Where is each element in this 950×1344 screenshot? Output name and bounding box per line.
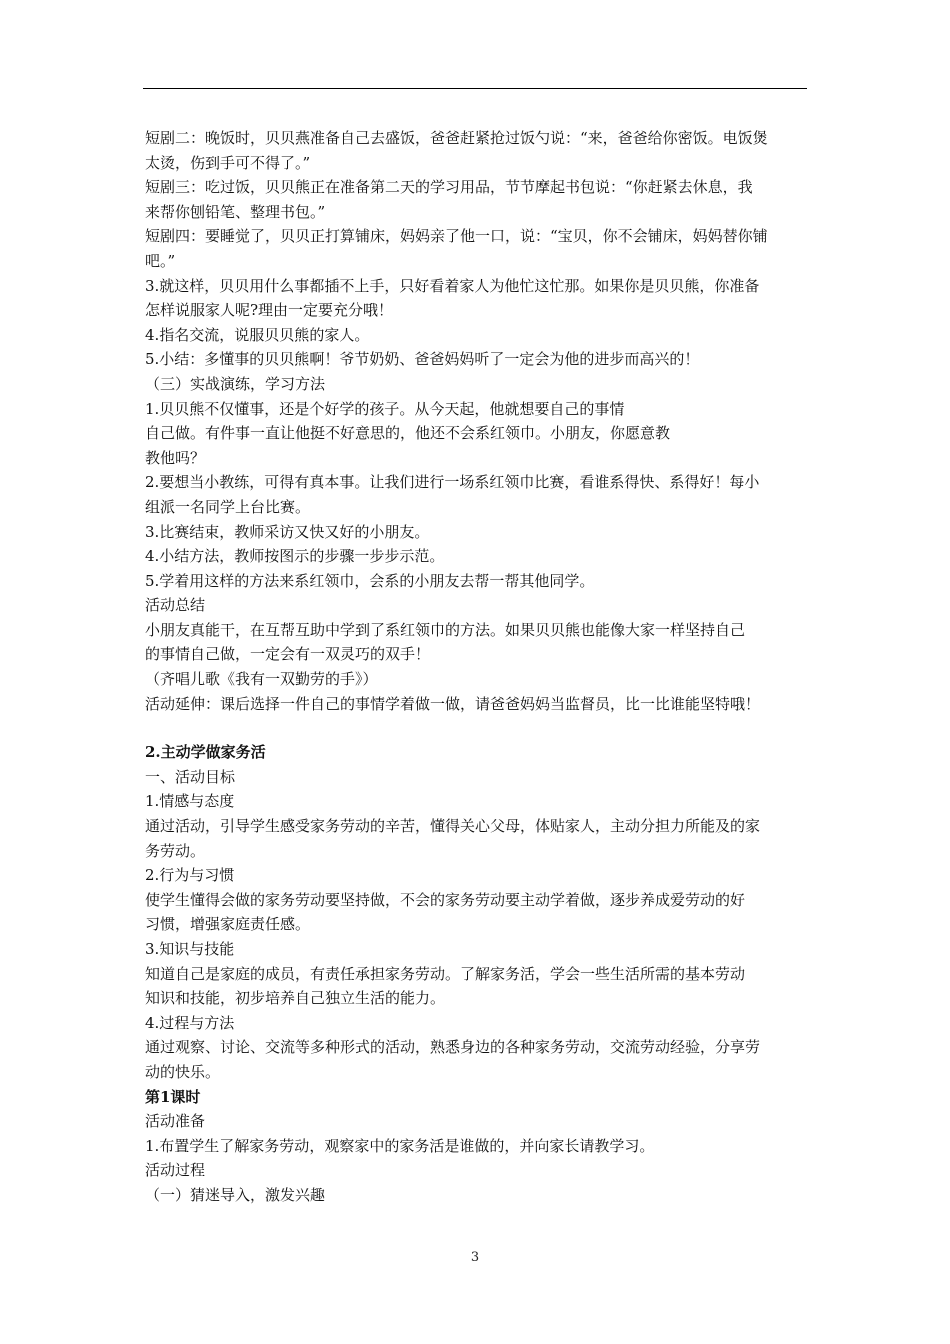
text-line: 活动过程 [145,1161,206,1180]
text-line: 知道自己是家庭的成员，有责任承担家务劳动。了解家务活，学会一些生活所需的基本劳动 [145,964,746,983]
text-line: 通过观察、讨论、交流等多种形式的活动，熟悉身边的各种家务劳动，交流劳动经验，分享劳 [145,1038,761,1057]
text-line: 通过活动，引导学生感受家务劳动的辛苦，懂得关心父母，体贴家人，主动分担力所能及的家 [145,817,761,836]
text-line: 务劳动。 [145,841,206,860]
text-line: 4.过程与方法 [145,1013,235,1032]
text-line: （齐唱儿歌《我有一双勤劳的手》） [145,670,378,689]
page-number: 3 [470,1250,480,1265]
text-line: 1.贝贝熊不仅懂事，还是个好学的孩子。从今天起，他就想要自己的事情 [145,399,625,418]
text-line: 的事情自己做，一定会有一双灵巧的双手！ [145,645,431,664]
text-line: 3.比赛结束，教师采访又快又好的小朋友。 [145,522,430,541]
text-line: 4.指名交流，说服贝贝熊的家人。 [145,325,370,344]
text-line: 组派一名同学上台比赛。 [145,497,311,516]
section-gap [145,716,810,740]
text-line: 活动总结 [145,596,206,615]
text-line: 来帮你刨铅笔、整理书包。” [145,202,326,221]
text-line: 太烫，伤到手可不得了。” [145,153,311,172]
text-line: 3.知识与技能 [145,940,235,958]
text-line: 5.学着用这样的方法来系红领巾，会系的小朋友去帮一帮其他同学。 [145,571,595,590]
text-line: 使学生懂得会做的家务劳动要坚持做，不会的家务劳动要主动学着做，逐步养成爱劳动的好 [145,890,746,909]
text-line: （三）实战演练，学习方法 [145,374,326,393]
text-line: 吧。” [145,251,176,270]
text-line: 5.小结：多懂事的贝贝熊啊！爷节奶奶、爸爸妈妈听了一定会为他的进步而高兴的！ [145,350,700,369]
text-line: 1.布置学生了解家务劳动，观察家中的家务活是谁做的，并向家长请教学习。 [145,1136,655,1155]
text-line: 习惯，增强家庭责任感。 [145,915,311,934]
text-line: 自己做。有件事一直让他挺不好意思的，他还不会系红领巾。小朋友，你愿意教 [145,424,671,443]
text-line: 动的快乐。 [145,1062,221,1081]
text-line: 知识和技能，初步培养自己独立生活的能力。 [145,989,446,1008]
text-line: 一、活动目标 [145,767,236,786]
text-line: 短剧四：要睡觉了，贝贝正打算铺床，妈妈亲了他一口，说：“宝贝，你不会铺床，妈妈替你铺 [145,227,768,246]
text-line: 1.情感与态度 [145,792,235,811]
text-line: 短剧二：晚饭时，贝贝燕准备自己去盛饭，爸爸赶紧抢过饭勺说：“来，爸爸给你密饭。电饭煲 [145,129,768,147]
text-line: 活动准备 [145,1112,206,1131]
text-line: （一）猜迷导入，激发兴趣 [145,1185,326,1204]
text-line: 2.要想当小教练，可得有真本事。让我们进行一场系红领巾比赛，看谁系得快、系得好！每小 [145,473,760,492]
text-line: 小朋友真能干，在互帮互助中学到了系红领巾的方法。如果贝贝熊也能像大家一样坚持自己 [145,620,746,639]
text-line: 2.行为与习惯 [145,866,235,885]
body-text [145,126,810,1208]
text-line: 4.小结方法，教师按图示的步骤一步步示范。 [145,547,445,566]
section-heading: 2.主动学做家务活 [145,743,266,762]
text-line: 活动延伸：课后选择一件自己的事情学着做一做，请爸爸妈妈当监督员，比一比谁能坚特哦！ [145,694,761,713]
text-line: 教他吗？ [145,448,206,467]
lesson-heading: 第1课时 [145,1087,201,1106]
header-rule [143,88,807,89]
text-line: 3.就这样，贝贝用什么事都插不上手，只好看着家人为他忙这忙那。如果你是贝贝熊，你准备 [145,276,760,295]
text-line: 短剧三：吃过饭，贝贝熊正在准备第二天的学习用品，节节摩起书包说：“你赶紧去休息，我 [145,178,753,197]
text-line: 怎样说服家人呢?理由一定要充分哦！ [145,301,394,320]
